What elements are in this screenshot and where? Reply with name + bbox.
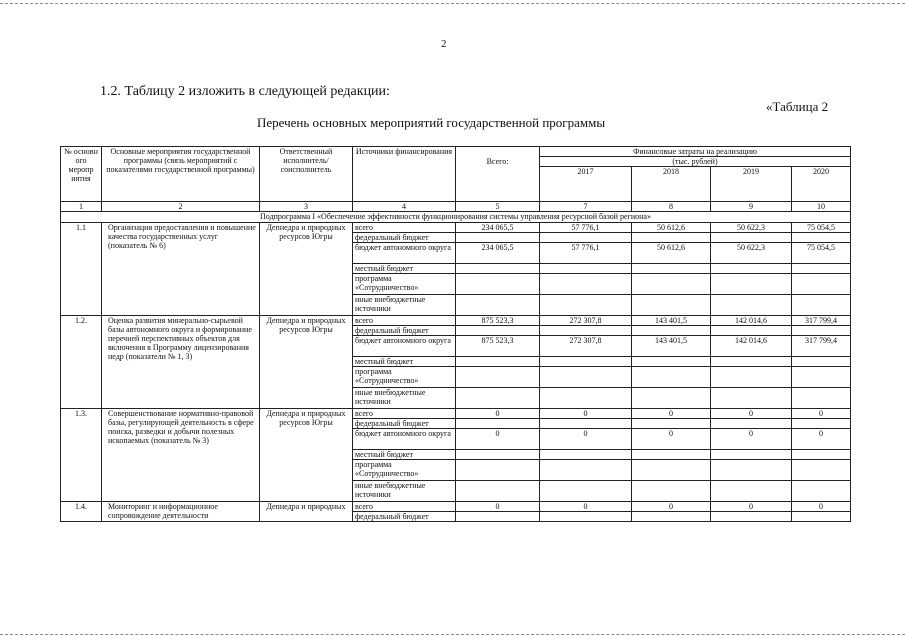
empty-cell <box>540 450 632 460</box>
source-label: федеральный бюджет <box>353 512 456 522</box>
value-cell: 143 401,5 <box>632 316 711 326</box>
empty-cell <box>632 295 711 316</box>
empty-cell <box>540 419 632 429</box>
index-cell: 8 <box>632 202 711 212</box>
source-label: федеральный бюджет <box>353 233 456 243</box>
header-activity: Основные мероприятия государственной программы (связь мероприятий с показателями государственной программы) <box>102 147 260 202</box>
source-label: местный бюджет <box>353 450 456 460</box>
index-cell: 4 <box>353 202 456 212</box>
empty-cell <box>540 481 632 502</box>
empty-cell <box>632 264 711 274</box>
empty-cell <box>456 357 540 367</box>
empty-cell <box>792 295 851 316</box>
empty-cell <box>632 460 711 481</box>
index-row <box>61 202 851 212</box>
empty-cell <box>632 419 711 429</box>
empty-cell <box>632 481 711 502</box>
value-cell: 0 <box>540 429 632 450</box>
empty-cell <box>711 481 792 502</box>
activity-name: Совершенствование нормативно-правовой базы, регулирующей деятельность в сфере поиска, разведки и добычи полезных ископаемых (показатель № 3) <box>102 409 260 502</box>
value-cell: 272 307,8 <box>540 336 632 357</box>
empty-cell <box>792 357 851 367</box>
value-cell: 0 <box>456 409 540 419</box>
empty-cell <box>632 233 711 243</box>
activity-num: 1.3. <box>61 409 102 502</box>
empty-cell <box>540 233 632 243</box>
empty-cell <box>792 450 851 460</box>
value-cell: 57 776,1 <box>540 223 632 233</box>
empty-cell <box>711 295 792 316</box>
table-row <box>61 409 851 419</box>
empty-cell <box>540 367 632 388</box>
header-num: № основн ого меропр иятия <box>61 147 102 202</box>
table-row <box>61 223 851 233</box>
source-label: бюджет автономного округа <box>353 336 456 357</box>
activity-executor: Депнедра и природных ресурсов Югры <box>260 316 353 409</box>
source-label: программа «Сотрудничество» <box>353 274 456 295</box>
empty-cell <box>711 460 792 481</box>
activity-executor: Депнедра и природных ресурсов Югры <box>260 223 353 316</box>
table-subtitle: Перечень основных мероприятий государственной программы <box>257 115 606 130</box>
source-label: местный бюджет <box>353 357 456 367</box>
empty-cell <box>540 357 632 367</box>
empty-cell <box>792 481 851 502</box>
empty-cell <box>540 460 632 481</box>
source-label: всего <box>353 409 456 419</box>
value-cell: 75 054,5 <box>792 243 851 264</box>
empty-cell <box>540 388 632 409</box>
empty-cell <box>540 326 632 336</box>
header-executor: Ответственный исполнитель/ соисполнитель <box>260 147 353 202</box>
value-cell: 50 612,6 <box>632 223 711 233</box>
value-cell: 50 622,3 <box>711 223 792 233</box>
activity-num: 1.4. <box>61 502 102 522</box>
empty-cell <box>456 388 540 409</box>
empty-cell <box>792 388 851 409</box>
activity-num: 1.1 <box>61 223 102 316</box>
empty-cell <box>711 450 792 460</box>
header-sources: Источники финансирования <box>353 147 456 202</box>
activity-executor: Депнедра и природных <box>260 502 353 522</box>
source-label: бюджет автономного округа <box>353 243 456 264</box>
value-cell: 317 799,4 <box>792 316 851 326</box>
value-cell: 0 <box>711 429 792 450</box>
empty-cell <box>632 326 711 336</box>
empty-cell <box>711 264 792 274</box>
value-cell: 143 401,5 <box>632 336 711 357</box>
source-label: бюджет автономного округа <box>353 429 456 450</box>
source-label: иные внебюджетные источники <box>353 481 456 502</box>
index-cell: 10 <box>792 202 851 212</box>
subprogram-title: Подпрограмма I «Обеспечение эффективности функционирования системы управления ресурсной базой региона» <box>61 212 851 223</box>
source-label: иные внебюджетные источники <box>353 295 456 316</box>
scan-edge-top <box>0 3 905 4</box>
value-cell: 0 <box>632 502 711 512</box>
value-cell: 50 612,6 <box>632 243 711 264</box>
header-finance: Финансовые затраты на реализацию <box>540 147 851 157</box>
activity-name: Мониторинг и информационное сопровождение деятельности <box>102 502 260 522</box>
empty-cell <box>792 233 851 243</box>
empty-cell <box>792 326 851 336</box>
value-cell: 0 <box>540 502 632 512</box>
index-cell: 5 <box>456 202 540 212</box>
source-label: программа «Сотрудничество» <box>353 460 456 481</box>
source-label: местный бюджет <box>353 264 456 274</box>
empty-cell <box>711 512 792 522</box>
empty-cell <box>711 388 792 409</box>
source-label: федеральный бюджет <box>353 326 456 336</box>
header-finance-spacer <box>456 147 540 157</box>
empty-cell <box>792 264 851 274</box>
empty-cell <box>632 388 711 409</box>
value-cell: 142 014,6 <box>711 316 792 326</box>
empty-cell <box>540 295 632 316</box>
empty-cell <box>456 450 540 460</box>
empty-cell <box>711 326 792 336</box>
empty-cell <box>632 450 711 460</box>
value-cell: 0 <box>792 502 851 512</box>
value-cell: 875 523,3 <box>456 336 540 357</box>
empty-cell <box>632 367 711 388</box>
empty-cell <box>792 367 851 388</box>
table-row <box>61 502 851 512</box>
value-cell: 234 065,5 <box>456 223 540 233</box>
empty-cell <box>711 357 792 367</box>
subprogram-row <box>61 212 851 223</box>
value-cell: 50 622,3 <box>711 243 792 264</box>
header-year: 2020 <box>792 167 851 202</box>
source-label: всего <box>353 316 456 326</box>
index-cell: 1 <box>61 202 102 212</box>
empty-cell <box>792 512 851 522</box>
value-cell: 57 776,1 <box>540 243 632 264</box>
empty-cell <box>456 233 540 243</box>
activity-name: Организация предоставления и повышение качества государственных услуг (показатель № 6) <box>102 223 260 316</box>
empty-cell <box>711 274 792 295</box>
empty-cell <box>456 264 540 274</box>
activity-name: Оценка развития минерально-сырьевой базы автономного округа и формирование перечней перспективных объектов для включения в Программу лицензирования недр (показатели № 1, 3) <box>102 316 260 409</box>
source-label: программа «Сотрудничество» <box>353 367 456 388</box>
activity-executor: Депнедра и природных ресурсов Югры <box>260 409 353 502</box>
source-label: всего <box>353 223 456 233</box>
value-cell: 317 799,4 <box>792 336 851 357</box>
header-year: 2017 <box>540 167 632 202</box>
activities-table <box>60 146 851 522</box>
empty-cell <box>540 264 632 274</box>
table-row <box>61 316 851 326</box>
source-label: федеральный бюджет <box>353 419 456 429</box>
value-cell: 0 <box>711 502 792 512</box>
value-cell: 0 <box>456 429 540 450</box>
empty-cell <box>632 512 711 522</box>
value-cell: 272 307,8 <box>540 316 632 326</box>
empty-cell <box>456 460 540 481</box>
amendment-heading: 1.2. Таблицу 2 изложить в следующей редакции: <box>100 84 390 99</box>
scan-edge-bottom <box>0 634 905 635</box>
empty-cell <box>792 274 851 295</box>
header-year: 2018 <box>632 167 711 202</box>
value-cell: 0 <box>632 429 711 450</box>
empty-cell <box>456 326 540 336</box>
header-total: Всего: <box>456 157 540 202</box>
source-label: всего <box>353 502 456 512</box>
empty-cell <box>456 512 540 522</box>
empty-cell <box>711 419 792 429</box>
index-cell: 9 <box>711 202 792 212</box>
value-cell: 0 <box>792 429 851 450</box>
value-cell: 0 <box>456 502 540 512</box>
value-cell: 234 065,5 <box>456 243 540 264</box>
empty-cell <box>456 274 540 295</box>
empty-cell <box>792 460 851 481</box>
empty-cell <box>456 295 540 316</box>
index-cell: 2 <box>102 202 260 212</box>
value-cell: 0 <box>711 409 792 419</box>
empty-cell <box>792 419 851 429</box>
index-cell: 3 <box>260 202 353 212</box>
header-year: 2019 <box>711 167 792 202</box>
value-cell: 0 <box>792 409 851 419</box>
table-tag: «Таблица 2 <box>766 99 829 114</box>
empty-cell <box>632 274 711 295</box>
empty-cell <box>540 274 632 295</box>
value-cell: 75 054,5 <box>792 223 851 233</box>
header-row <box>61 147 851 157</box>
header-finance-unit: (тыс. рублей) <box>540 157 851 167</box>
index-cell: 7 <box>540 202 632 212</box>
activity-num: 1.2. <box>61 316 102 409</box>
empty-cell <box>456 367 540 388</box>
value-cell: 0 <box>632 409 711 419</box>
empty-cell <box>456 481 540 502</box>
empty-cell <box>711 367 792 388</box>
page-number: 2 <box>441 38 447 50</box>
value-cell: 0 <box>540 409 632 419</box>
empty-cell <box>632 357 711 367</box>
empty-cell <box>540 512 632 522</box>
empty-cell <box>456 419 540 429</box>
source-label: иные внебюджетные источники <box>353 388 456 409</box>
value-cell: 142 014,6 <box>711 336 792 357</box>
value-cell: 875 523,3 <box>456 316 540 326</box>
empty-cell <box>711 233 792 243</box>
